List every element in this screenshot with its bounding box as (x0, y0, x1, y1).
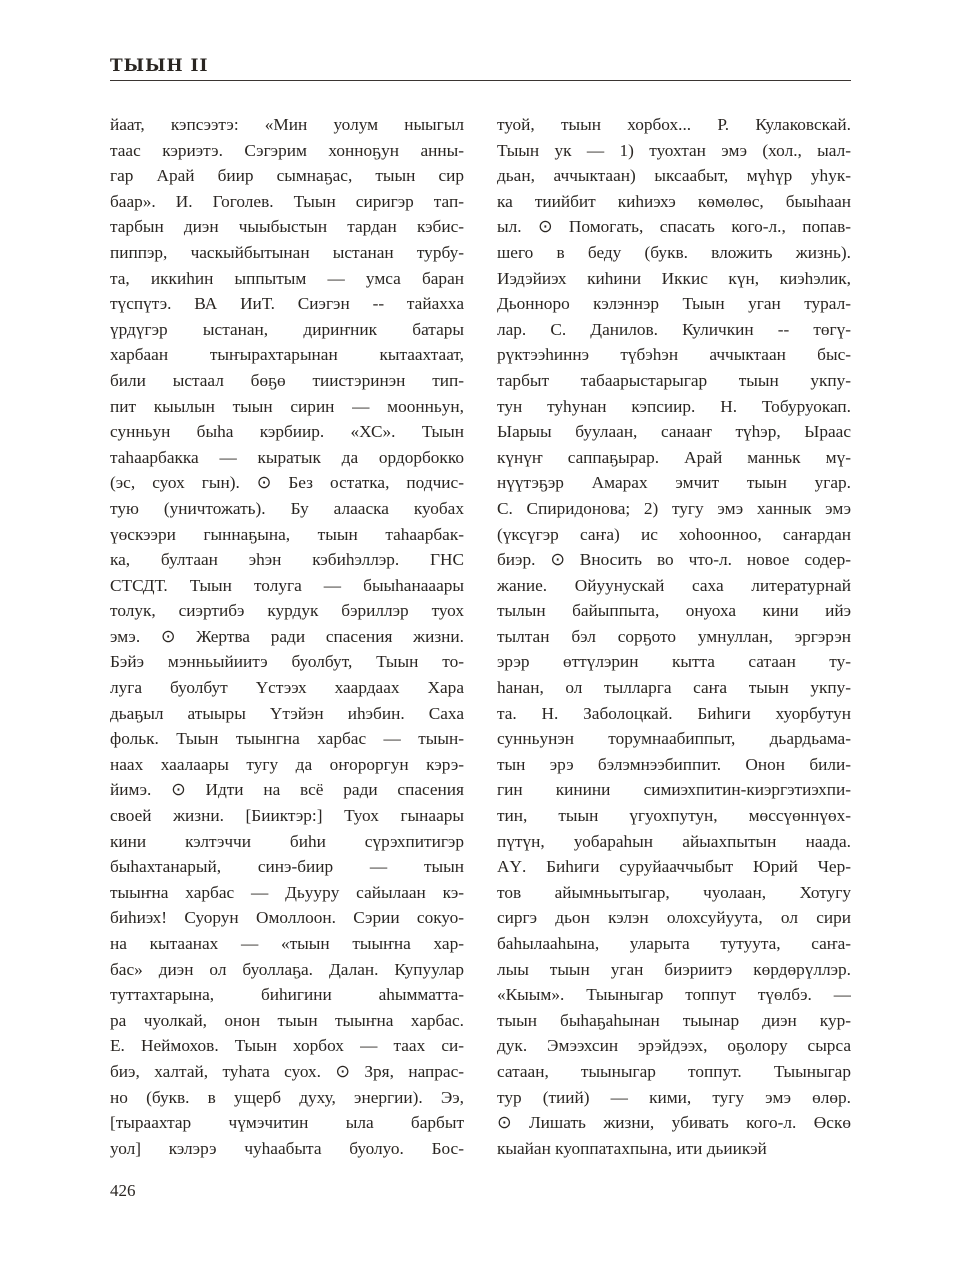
text-line: Иэдэйиэх киһини Иккис күн, киэһэлик, (497, 268, 851, 288)
text-line: [тыраахтар чүмэчитин ыла барбыт (110, 1113, 464, 1133)
text-line: нүүтэҕэр Амарах эмчит тыын угар. (497, 473, 851, 493)
text-line: тыын быһаҕаһынан тыынар диэн кур- (497, 1010, 851, 1030)
text-line: на кытаанах — «тыын тыыҥна хар- (110, 934, 464, 953)
text-line: дук. Эмээхсин эрэйдээх, оҕолору сырса (497, 1036, 851, 1056)
text-line: били ыстаал бөҕө тиистэринэн тип- (110, 370, 464, 390)
text-line: һанан, ол тылларга саҥа тыын укпу- (497, 678, 851, 698)
text-line: ра чуолкай, онон тыын тыыҥна харбас. (110, 1010, 464, 1030)
header-rule (110, 80, 851, 81)
text-line: эрэр өттүлэрин кытта сатаан ту- (497, 652, 851, 672)
text-line: баар». И. Гоголев. Тыын сиригэр тап- (110, 191, 464, 211)
text-line: (эс, суох гын). ⊙ Без остатка, подчис- (110, 473, 464, 493)
text-line: гар Арай биир сымнаҕас, тыын сир (110, 166, 464, 186)
text-line: ыл. ⊙ Помогать, спасать кого-л., попав- (497, 217, 851, 237)
text-line: үрдүгэр ыстанан, дириҥник батары (110, 319, 464, 339)
text-line: тылтан бэл сорҕото умнуллан, эргэрэн (497, 626, 851, 646)
text-line: бас» диэн ол буоллаҕа. Далан. Купуулар (110, 959, 464, 979)
text-line: лар. С. Данилов. Куличкин -- төгү- (497, 319, 851, 339)
text-line: сатаан, тыыныгар топпут. Тыыныгар (497, 1061, 851, 1081)
text-line: тин, тыын үгуохпутун, мөссүөннүөх- (497, 806, 851, 826)
text-line: түспүтэ. ВА ИиТ. Сиэгэн -- тайахха (110, 294, 464, 314)
right-column (497, 112, 851, 1161)
text-line: сунньун быһа кэрбиир. «ХС». Тыын (110, 422, 464, 442)
running-header: ТЫЫН II (110, 56, 209, 76)
text-line: эмэ. ⊙ Жертва ради спасения жизни. (110, 626, 464, 646)
text-line: пит кыылын тыын сирин — моонньун, (110, 396, 464, 416)
text-line: уол] кэлэрэ чуһаабыта буолуо. Бос- (110, 1138, 464, 1158)
text-line: йаат, кэпсээтэ: «Мин уолум ныыгыл (110, 115, 464, 134)
text-line: тарбын диэн чыыбыстын тардан кэбис- (110, 217, 464, 237)
text-line: кыайан куоппатахпына, ити дьиикэй (497, 1138, 767, 1158)
text-line: тыыҥна харбас — Дьуурy сайылаан кэ- (110, 882, 464, 902)
text-line: СТСДТ. Тыын толуга — быыһанааары (110, 575, 464, 595)
text-line: дьан, аччыктаан) ыксаабыт, мүһүр уһук- (497, 166, 851, 186)
text-line: наах хаалаары тугу да оҥороргун кэрэ- (110, 754, 464, 774)
text-line: таһаарбакка — кыратык да ордорбокко (110, 447, 464, 467)
text-line: биэр. ⊙ Вносить во что-л. новое содер- (497, 550, 851, 570)
text-line: Е. Неймохов. Тыын хорбох — таах си- (110, 1036, 464, 1056)
text-line: АҮ. Биһиги суруйааччыбыт Юрий Чер- (497, 857, 851, 877)
text-line: рүктээһиннэ түбэһэн аччыктаан быс- (497, 345, 851, 365)
text-line: тов айымньытыгар, чуолаан, Хотугу (497, 882, 851, 902)
text-line: дьаҕыл атыыры Үтэйэн иһэбин. Саха (110, 703, 464, 723)
text-line: тарбыт табаарыстарыгар тыын укпу- (497, 370, 851, 390)
page-number: 426 (110, 1181, 136, 1200)
left-column (110, 112, 464, 1161)
text-line: лыы тыын уган биэриитэ көрдөрүллэр. (497, 959, 851, 979)
text-line: таас кэриэтэ. Сэгэрим хонноҕун анны- (110, 140, 464, 160)
text-line: Ыарыы буулаан, санааҥ түһэр, Ыраас (497, 422, 851, 442)
text-line: (үксүгэр саҥа) ис хоһоонноо, саҥардан (497, 524, 851, 544)
text-line: шего в беду (букв. вложить жизнь). (497, 242, 851, 262)
text-line: толук, сиэртибэ курдук бэриллэр туох (110, 601, 464, 621)
text-line: тун туһунан кэпсиир. Н. Тобуруокап. (497, 396, 851, 416)
text-line: Тыын ук — 1) туохтан эмэ (хол., ыал- (497, 140, 851, 160)
text-line: күнүҥ саппаҕырар. Арай манньк мү- (497, 447, 851, 467)
text-line: фольк. Тыын тыынгна харбас — тыын- (110, 729, 464, 749)
text-line: жание. Ойуунускай саха литературнай (497, 575, 851, 595)
text-line: но (букв. в ущерб духу, энергии). Ээ, (110, 1087, 464, 1107)
text-line: йимэ. ⊙ Идти на всё ради спасения (110, 780, 464, 800)
text-line: та, иккиһин ыппытым — умса баран (110, 268, 464, 288)
text-line: сиргэ дьон кэлэн олохсуйуута, ол сири (497, 908, 851, 928)
text-line: Бэйэ мэнньыйиитэ буолбут, Тыын то- (110, 652, 464, 672)
text-line: тур (тиий) — кими, тугу эмэ өлөр. (497, 1087, 851, 1107)
text-line: биһиэх! Суорун Омоллоон. Сэрии сокуо- (110, 908, 464, 928)
text-line: ⊙ Лишать жизни, убивать кого-л. Өскө (497, 1113, 851, 1133)
text-line: ка, бултаан эһэн кэбиһэллэр. ГНС (110, 550, 464, 570)
text-line: баһылааһына, уларыта тутуута, саҥа- (497, 934, 851, 953)
text-line: туой, тыын хорбох... Р. Кулаковскай. (497, 115, 851, 134)
text-line: пиппэр, часкыйбытынан ыстанан турбу- (110, 242, 464, 262)
text-line: биэ, халтай, туһата суох. ⊙ Зря, напрас- (110, 1061, 464, 1081)
text-line: быһахтанарый, синэ-биир — тыын (110, 857, 464, 877)
text-line: С. Спиридонова; 2) тугу эмэ ханнык эмэ (497, 498, 851, 518)
text-line: «Кыым». Тыыныгар топпут түөлбэ. — (497, 985, 851, 1005)
text-line: тын эрэ бэлэмнээбиппит. Онон били- (497, 754, 851, 774)
text-line: своей жизни. [Бииктэр:] Туох гынаары (110, 806, 464, 826)
text-line: пүтүн, уобараһын айыахпытын наада. (497, 831, 851, 851)
text-line: үөскээри гыннаҕына, тыын таһаарбак- (110, 524, 464, 544)
text-line: сунньунэн торумнаабиппыт, дьардьама- (497, 729, 851, 749)
text-line: туттахтарына, биһигини аһымматтa- (110, 985, 464, 1005)
text-line: гин кинини симиэхпитин-киэргэтиэхпи- (497, 780, 851, 800)
text-line: харбаан тыҥырахтарынан кытаахтаат, (110, 345, 464, 365)
text-line: кини кэлтэччи биһи сүрэхпитигэр (110, 831, 464, 851)
text-line: тую (уничтожать). Бу алааска куобах (110, 498, 464, 518)
text-line: луга буолбут Үстээх хаардаах Хара (110, 678, 464, 698)
text-line: ка тиийбит киһиэхэ көмөлөс, быыһаан (497, 191, 851, 211)
text-line: тылын байыппыта, онуоха кини ийэ (497, 601, 851, 621)
text-line: та. Н. Заболоцкай. Биһиги хуорбутун (497, 703, 851, 723)
text-line: Дьонноро кэлэннэр Тыын уган турал- (497, 294, 851, 314)
